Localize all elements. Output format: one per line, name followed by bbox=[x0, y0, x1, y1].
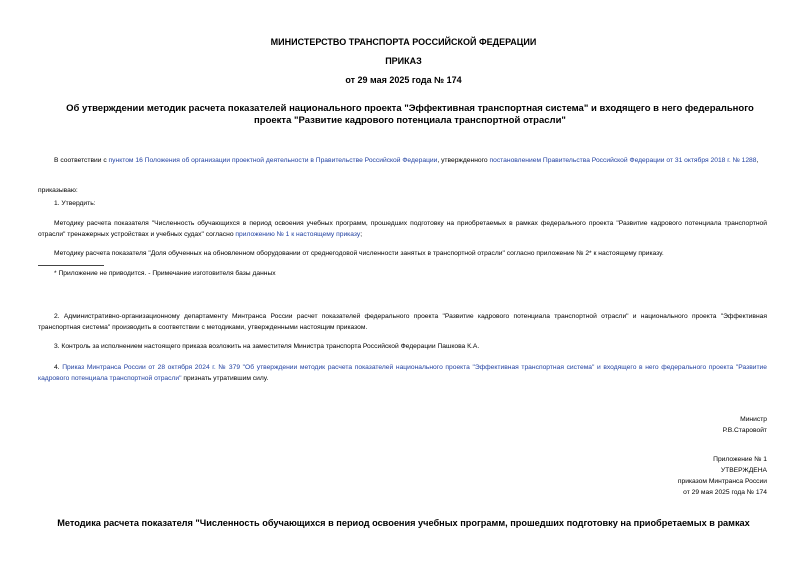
appendix-title: Методика расчета показателя "Численность обучающихся в период освоения учебных программ, прошедших подготовку на приобретаемых в рамках bbox=[57, 518, 750, 528]
preamble-text-end: , bbox=[756, 157, 759, 164]
order-word: приказываю: bbox=[38, 187, 78, 194]
footnote-divider bbox=[38, 265, 104, 266]
appendix-number: Приложение № 1 bbox=[713, 456, 767, 463]
regulation-link[interactable]: пунктом 16 Положения об организации проектной деятельности в Правительстве Российской Федерации bbox=[108, 157, 438, 164]
signature-position: Министр bbox=[740, 416, 767, 423]
appendix-1-link[interactable]: приложению № 1 к настоящему приказу bbox=[235, 231, 361, 238]
item-2: 2. Административно-организационному департаменту Минтранса России расчет показателей федерального проекта "Развитие кадрового потенциала транспортной отрасли" и национального проекта "Эффективная транспортная система" производить в соответствии с методиками, утвержденными настоящим приказом. bbox=[38, 313, 767, 331]
signature-block bbox=[723, 414, 767, 436]
item-3: 3. Контроль за исполнением настоящего приказа возложить на заместителя Министра транспорта Российской Федерации Пашкова К.А. bbox=[54, 343, 480, 350]
appendix-date-number: от 29 мая 2025 года № 174 bbox=[683, 489, 767, 496]
method-1-text-end: ; bbox=[360, 231, 363, 238]
appendix-approved: УТВЕРЖДЕНА bbox=[720, 467, 767, 474]
method-1-text: Методику расчета показателя "Численность обучающихся в период освоения учебных программ, прошедших подготовку на приобретаемых в рамках федерального проекта "Развитие кадрового потенциала транспортной отрасли" тренажерных устройствах и учебных судах" согласно bbox=[38, 220, 767, 238]
signature-name: Р.В.Старовойт bbox=[722, 427, 767, 434]
method-2-paragraph: Методику расчета показателя "Доля обученных на обновленном оборудовании от среднегодовой численности занятых в транспортной отрасли" согласно приложение № 2* к настоящему приказу. bbox=[54, 250, 664, 257]
item-4 bbox=[38, 362, 767, 384]
appendix-order-ref: приказом Минтранса России bbox=[677, 478, 767, 485]
footnote: * Приложение не приводится. - Примечание изготовителя базы данных bbox=[54, 270, 276, 277]
preamble-text-start: В соответствии с bbox=[54, 157, 109, 164]
preamble-paragraph bbox=[38, 155, 767, 166]
item-4-number: 4. bbox=[54, 364, 63, 371]
ministry-heading: МИНИСТЕРСТВО ТРАНСПОРТА РОССИЙСКОЙ ФЕДЕРАЦИИ bbox=[270, 37, 537, 47]
item-4-text-end: признать утратившим силу. bbox=[181, 375, 269, 382]
document-date-number: от 29 мая 2025 года № 174 bbox=[345, 75, 462, 85]
repealed-order-link[interactable]: Приказ Минтранса России от 28 октября 2024 г. № 379 "Об утверждении методик расчета показателей национального проекта "Эффективная транспортная система" и входящего в него федерального проекта "Развитие кадрового потенциала транспортной отрасли" bbox=[38, 364, 768, 382]
document-type: ПРИКАЗ bbox=[385, 56, 422, 66]
document-title: Об утверждении методик расчета показателей национального проекта "Эффективная транспортная система" и входящего в него федерального проекта "Развитие кадрового потенциала транспортной отрасли" bbox=[66, 103, 754, 126]
appendix-approval-block bbox=[678, 454, 767, 498]
preamble-text-mid: , утвержденного bbox=[437, 157, 490, 164]
method-1-paragraph bbox=[38, 218, 767, 240]
item-1: 1. Утвердить: bbox=[54, 200, 96, 207]
resolution-link[interactable]: постановлением Правительства Российской Федерации от 31 октября 2018 г. № 1288 bbox=[489, 157, 757, 164]
